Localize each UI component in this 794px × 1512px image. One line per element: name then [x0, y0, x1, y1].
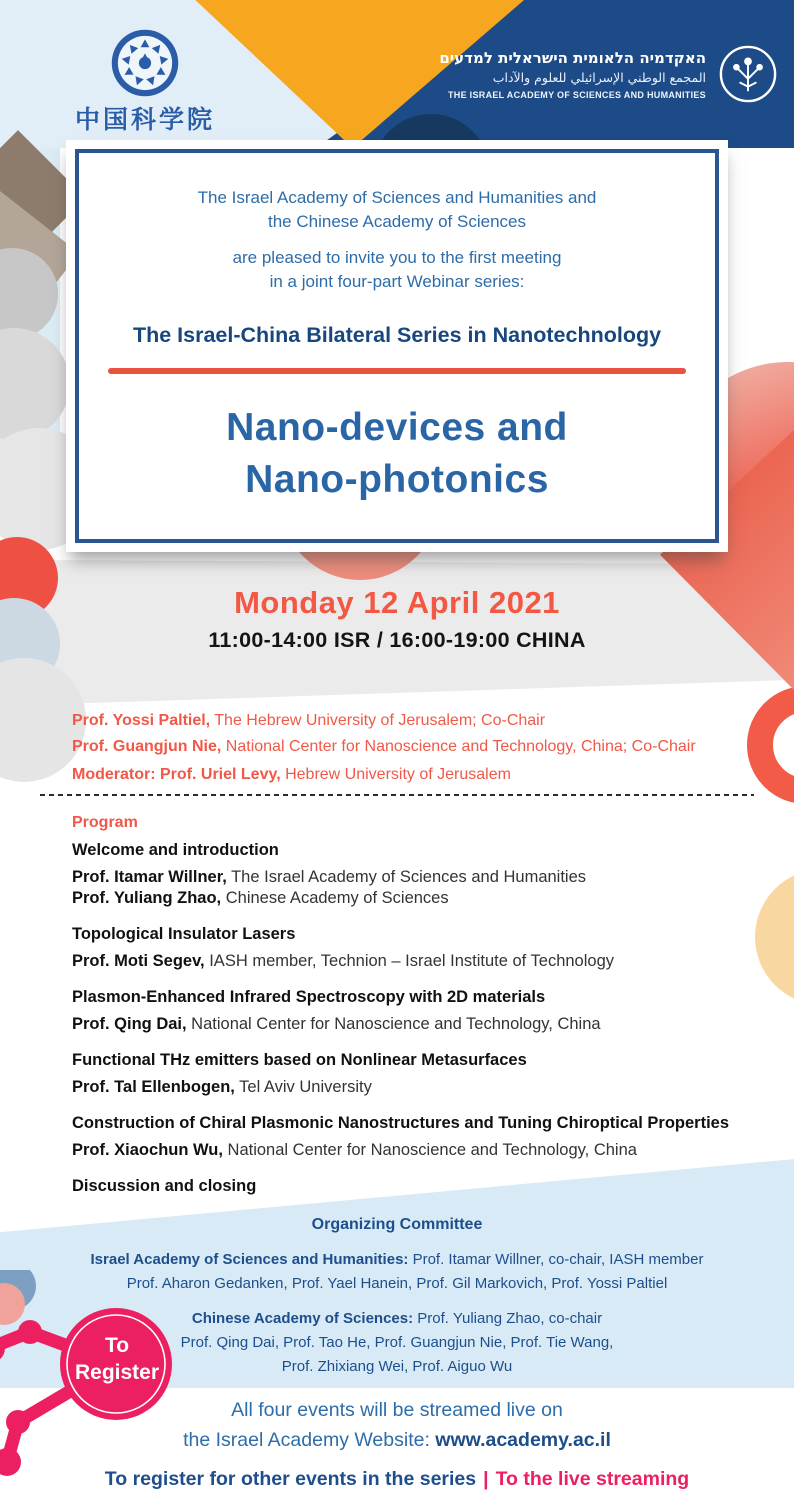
- speaker-affiliation: The Israel Academy of Sciences and Humanities: [226, 868, 587, 886]
- streaming-line-1: All four events will be streamed live on: [231, 1399, 563, 1421]
- committee-china-line-3: Prof. Zhixiang Wei, Prof. Aiguo Wu: [281, 1358, 513, 1375]
- speaker-name: Prof. Qing Dai,: [72, 1015, 187, 1033]
- event-title: [79, 402, 715, 506]
- chair-name: Prof. Guangjun Nie,: [72, 738, 222, 755]
- iash-english-name: THE ISRAEL ACADEMY OF SCIENCES AND HUMANITIES: [447, 89, 706, 100]
- speaker-name: Prof. Xiaochun Wu,: [72, 1141, 223, 1159]
- speaker-name: Prof. Yuliang Zhao,: [72, 889, 222, 907]
- session-title: Plasmon-Enhanced Infrared Spectroscopy with 2D materials: [72, 988, 546, 1006]
- committee-china-line-2: Prof. Qing Dai, Prof. Tao He, Prof. Guangjun Nie, Prof. Tie Wang,: [180, 1334, 614, 1351]
- speaker-affiliation: National Center for Nanoscience and Technology, China: [186, 1015, 601, 1033]
- program-heading: Program: [72, 814, 138, 831]
- intro-text-2: [79, 246, 715, 294]
- iash-hebrew-name: האקדמיה הלאומית הישראלית למדעים: [439, 48, 706, 67]
- session-title: Functional THz emitters based on Nonlinear Metasurfaces: [72, 1051, 527, 1069]
- committee-israel-label: Israel Academy of Sciences and Humanities:: [90, 1251, 409, 1268]
- iash-arabic-name: المجمع الوطني الإسرائيلي للعلوم والآداب: [492, 69, 706, 85]
- speaker-line: [72, 888, 772, 909]
- speaker-name: Prof. Itamar Willner,: [72, 868, 227, 886]
- register-molecule-graphic: [0, 1270, 240, 1512]
- cas-emblem-icon: [110, 28, 180, 98]
- streaming-line-2-prefix: the Israel Academy Website:: [183, 1429, 436, 1451]
- program-item: [72, 1176, 772, 1196]
- moderator-affiliation: Hebrew University of Jerusalem: [280, 766, 511, 783]
- moderator-line: [72, 762, 752, 788]
- intro-line-3: are pleased to invite you to the first meeting: [232, 248, 562, 267]
- speaker-line: [72, 1077, 772, 1098]
- live-streaming-link[interactable]: To the live streaming: [495, 1468, 690, 1490]
- program-item: [72, 1113, 772, 1161]
- committee-heading: Organizing Committee: [311, 1216, 483, 1233]
- register-button[interactable]: [62, 1332, 172, 1386]
- session-title: Welcome and introduction: [72, 841, 279, 859]
- intro-line-2: the Chinese Academy of Sciences: [268, 212, 526, 231]
- moderator-name: Moderator: Prof. Uriel Levy,: [72, 766, 281, 783]
- red-divider: [108, 368, 686, 374]
- invitation-card: [66, 140, 728, 552]
- committee-israel-members: Prof. Itamar Willner, co-chair, IASH member: [408, 1251, 704, 1268]
- speaker-affiliation: IASH member, Technion – Israel Institute of Technology: [204, 952, 615, 970]
- footer-link-separator: |: [483, 1468, 489, 1490]
- event-date: Monday 12 April 2021: [234, 585, 560, 620]
- event-title-line-1: Nano-devices and: [226, 406, 568, 449]
- intro-text: [79, 186, 715, 234]
- register-other-events-link[interactable]: To register for other events in the series: [104, 1468, 477, 1490]
- event-time: 11:00-14:00 ISR / 16:00-19:00 CHINA: [208, 628, 586, 652]
- schedule: [0, 585, 794, 653]
- intro-line-4: in a joint four-part Webinar series:: [269, 272, 525, 291]
- speaker-line: [72, 951, 772, 972]
- register-button-line-1: To: [104, 1334, 130, 1357]
- speaker-affiliation: National Center for Nanoscience and Technology, China: [222, 1141, 637, 1159]
- committee-china-members: Prof. Yuliang Zhao, co-chair: [413, 1310, 603, 1327]
- event-title-line-2: Nano-photonics: [245, 458, 549, 501]
- program-item: [72, 987, 772, 1035]
- speaker-line: [72, 1140, 772, 1161]
- dashed-divider: [40, 794, 754, 796]
- committee-israel-line: [0, 1248, 794, 1272]
- register-button-line-2: Register: [74, 1361, 160, 1384]
- committee-china-label: Chinese Academy of Sciences:: [191, 1310, 414, 1327]
- chair-name: Prof. Yossi Paltiel,: [72, 712, 211, 729]
- speaker-name: Prof. Moti Segev,: [72, 952, 205, 970]
- session-title: Topological Insulator Lasers: [72, 925, 296, 943]
- cas-logo: [52, 28, 238, 148]
- program-section: [72, 813, 772, 1211]
- decor-red-ring: [747, 686, 794, 804]
- iash-logo: [439, 44, 778, 104]
- chair-affiliation: The Hebrew University of Jerusalem; Co-Chair: [210, 712, 546, 729]
- chair-line: [72, 708, 752, 734]
- session-title: Discussion and closing: [72, 1177, 257, 1195]
- speaker-affiliation: Chinese Academy of Sciences: [221, 889, 449, 907]
- speaker-name: Prof. Tal Ellenbogen,: [72, 1078, 235, 1096]
- speaker-affiliation: Tel Aviv University: [234, 1078, 372, 1096]
- committee-israel-line-2: Prof. Aharon Gedanken, Prof. Yael Hanein, Prof. Gil Markovich, Prof. Yossi Paltiel: [126, 1275, 668, 1292]
- chairs-section: [72, 708, 752, 788]
- chair-affiliation: National Center for Nanoscience and Technology, China; Co-Chair: [221, 738, 696, 755]
- speaker-line: [72, 867, 772, 888]
- program-item: [72, 840, 772, 909]
- iash-emblem-icon: [718, 44, 778, 104]
- chair-line: [72, 734, 752, 760]
- cas-chinese-name: 中国科学院: [74, 105, 215, 134]
- speaker-line: [72, 1014, 772, 1035]
- intro-line-1: The Israel Academy of Sciences and Humanities and: [197, 188, 597, 207]
- program-item: [72, 924, 772, 972]
- iash-logo-text: [439, 49, 706, 100]
- session-title: Construction of Chiral Plasmonic Nanostructures and Tuning Chiroptical Properties: [72, 1114, 730, 1132]
- program-item: [72, 1050, 772, 1098]
- series-title: The Israel-China Bilateral Series in Nanotechnology: [132, 323, 662, 347]
- academy-website-link[interactable]: www.academy.ac.il: [435, 1429, 611, 1451]
